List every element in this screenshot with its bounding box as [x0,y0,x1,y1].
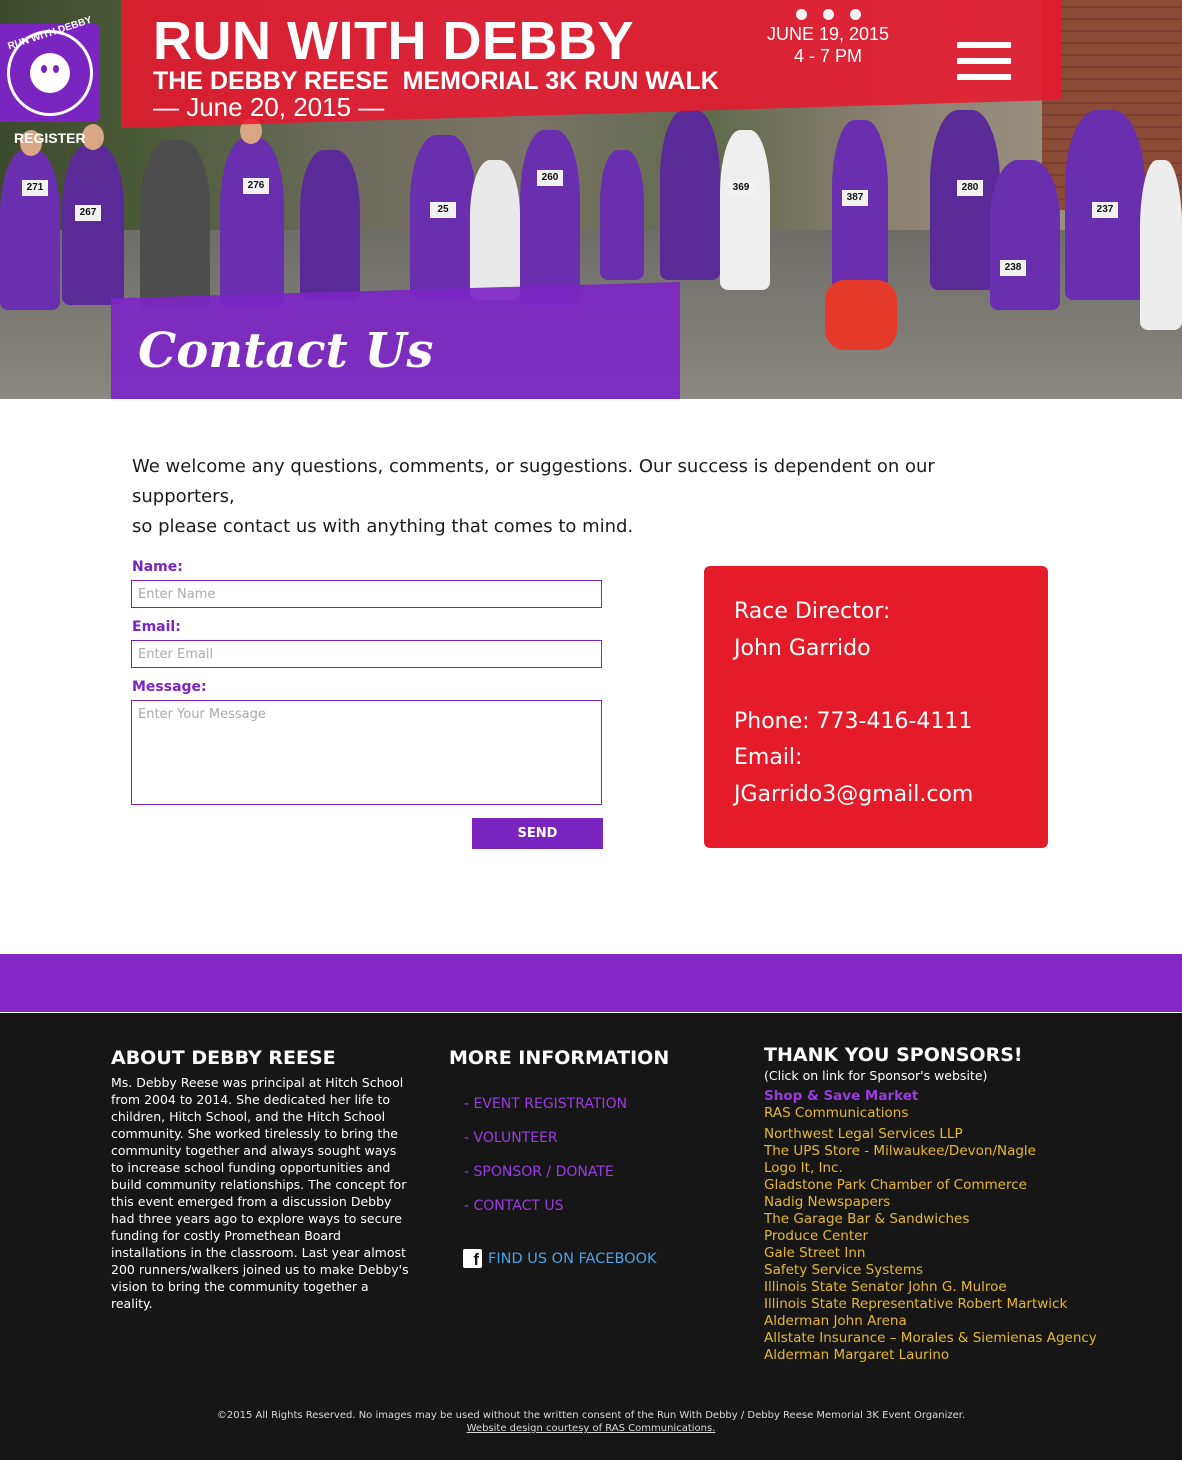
director-email[interactable]: JGarrido3@gmail.com [734,781,974,807]
event-date [760,23,896,67]
event-date-day: JUNE 19, 2015 [766,24,890,44]
slider-dot[interactable] [796,9,807,20]
director-email-label: Email: [734,745,803,770]
race-bib: 387 [842,190,868,206]
director-name: John Garrido [734,635,871,661]
email-label: Email: [132,619,181,635]
sponsor-link[interactable]: Alderman John Arena [764,1313,907,1329]
facebook-icon [463,1249,482,1268]
intro-text [132,452,1012,542]
slider-dot[interactable] [850,9,861,20]
sponsor-link[interactable]: The Garage Bar & Sandwiches [764,1211,970,1227]
sponsor-link[interactable]: Gladstone Park Chamber of Commerce [764,1177,1027,1193]
facebook-link[interactable] [463,1249,657,1268]
race-bib: 276 [243,178,269,194]
sponsors-note: (Click on link for Sponsor's website) [764,1068,988,1083]
copyright [0,1409,1182,1435]
sponsor-link[interactable]: RAS Communications [764,1105,909,1121]
sponsor-link[interactable]: Allstate Insurance – Morales & Siemienas Agency [764,1330,1097,1346]
site-logo[interactable] [0,14,100,122]
event-date-time: 4 - 7 PM [793,46,863,66]
sponsor-link[interactable]: Gale Street Inn [764,1245,866,1261]
race-bib: 238 [1000,260,1026,276]
contact-us-link[interactable]: - CONTACT US [464,1198,564,1214]
logo-text: RUN WITH DEBBY [6,14,94,53]
sponsor-link[interactable]: Alderman Margaret Laurino [764,1347,950,1363]
page-title: Contact Us [138,323,434,379]
send-button[interactable]: SEND [472,818,603,849]
director-role: Race Director: [734,599,891,624]
event-registration-link[interactable]: - EVENT REGISTRATION [464,1096,628,1112]
slider-dot[interactable] [823,9,834,20]
sponsor-link[interactable]: Safety Service Systems [764,1262,924,1278]
race-bib: 267 [75,205,101,221]
toy-car [825,280,897,350]
email-input[interactable] [131,640,602,668]
race-date: — June 20, 2015 — [153,92,385,122]
sponsor-link[interactable]: Illinois State Senator John G. Mulroe [764,1279,1007,1295]
sponsor-donate-link[interactable]: - SPONSOR / DONATE [464,1164,614,1180]
name-label: Name: [132,559,183,575]
message-label: Message: [132,679,207,695]
director-phone: Phone: 773-416-4111 [734,708,973,734]
sponsor-list [764,1087,1097,1363]
sponsor-link[interactable]: Illinois State Representative Robert Martwick [764,1296,1068,1312]
register-link[interactable]: REGISTER [14,130,86,146]
race-bib: 25 [430,202,456,218]
copyright-text: ©2015 All Rights Reserved. No images may be used without the written consent of the Run With Debby / Debby Reese Memorial 3K Event Organizer. [216,1410,966,1421]
race-director-card [704,566,1048,848]
footer-divider-stripe [0,954,1182,1012]
race-bib: 237 [1092,202,1118,218]
slider-dots [796,9,861,20]
hamburger-menu-icon[interactable] [957,42,1011,80]
sponsor-link[interactable]: The UPS Store - Milwaukee/Devon/Nagle [764,1143,1036,1159]
volunteer-link[interactable]: - VOLUNTEER [464,1130,558,1146]
intro-line: so please contact us with anything that comes to mind. [132,516,634,537]
site-subtitle: THE DEBBY REESE MEMORIAL 3K RUN WALK [153,67,719,95]
sponsor-link[interactable]: Nadig Newspapers [764,1194,891,1210]
race-bib: 271 [22,180,48,196]
sponsor-link[interactable]: Shop & Save Market [764,1088,919,1104]
logo-runner-face-icon [30,53,70,93]
facebook-link-label: FIND US ON FACEBOOK [488,1250,657,1267]
site-title: RUN WITH DEBBY [153,11,634,71]
hero-photo [0,0,1182,399]
sponsors-heading: THANK YOU SPONSORS! [764,1044,1023,1066]
about-text: Ms. Debby Reese was principal at Hitch School from 2004 to 2014. She dedicated her life to children, Hitch School, and the Hitch School community. She worked tirelessly to bring the community together and always sought ways to increase school funding opportunities and build community relationships. The concept for this event emerged from a discussion Debby had three years ago to explore ways to secure funding for costly Promethean Board installations in the classroom. Last year almost 200 runners/walkers joined us to make Debby's vision to bring the community together a reality. [111,1075,409,1311]
about-heading: ABOUT DEBBY REESE [111,1047,336,1069]
message-textarea[interactable] [131,700,602,805]
intro-line: We welcome any questions, comments, or suggestions. Our success is dependent on our supporters, [132,456,935,507]
sponsor-link[interactable]: Logo It, Inc. [764,1160,843,1176]
race-bib: 260 [537,170,563,186]
name-input[interactable] [131,580,602,608]
design-credit-link[interactable]: Website design courtesy of RAS Communications. [466,1423,716,1434]
sponsor-link[interactable]: Produce Center [764,1228,868,1244]
sponsor-link[interactable]: Northwest Legal Services LLP [764,1126,963,1142]
more-info-heading: MORE INFORMATION [449,1047,670,1069]
race-bib: 369 [728,180,754,196]
race-bib: 280 [957,180,983,196]
